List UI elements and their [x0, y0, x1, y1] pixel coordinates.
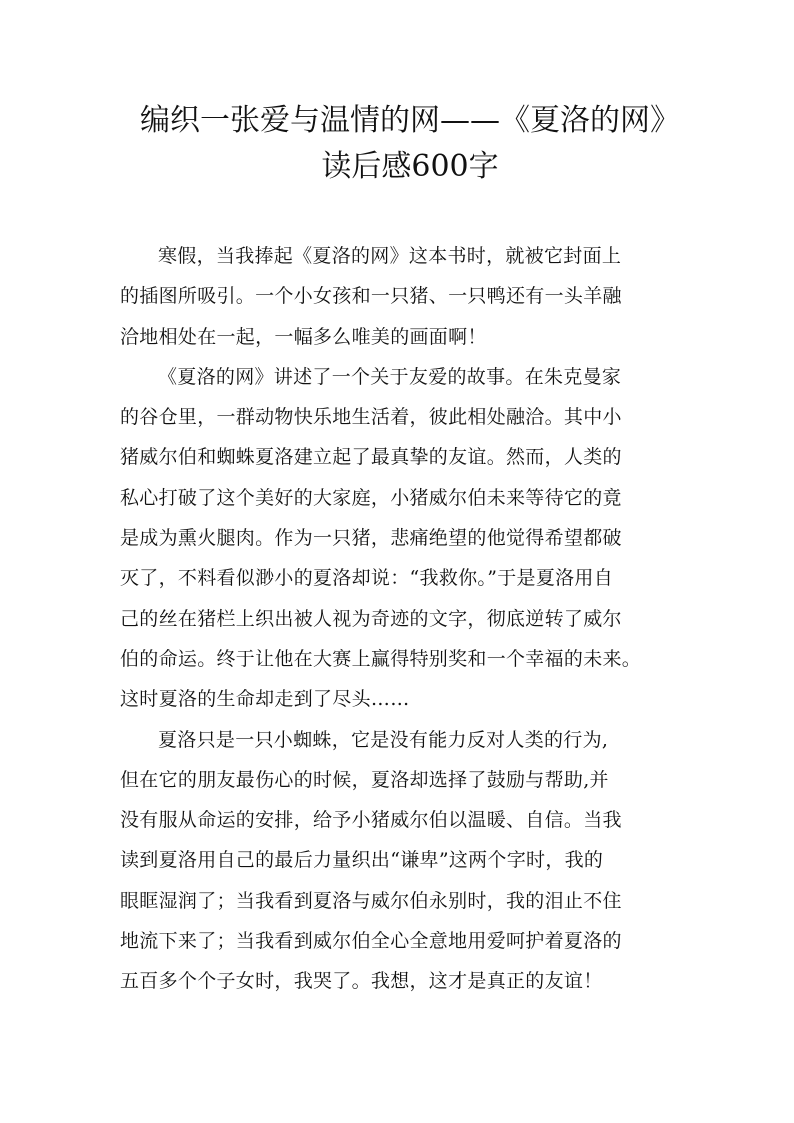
- paragraph-3: [120, 720, 680, 1002]
- paragraph-line: 灭了，不料看似渺小的夏洛却说：“我救你。”于是夏洛用自: [120, 567, 614, 590]
- paragraph-line: 私心打破了这个美好的大家庭，小猪威尔伯未来等待它的竟: [120, 486, 622, 509]
- document-title: [110, 98, 710, 190]
- paragraph-line: 洽地相处在一起，一幅多么唯美的画面啊！: [120, 325, 487, 348]
- paragraph-line: 是成为熏火腿肉。作为一只猪，悲痛绝望的他觉得希望都破: [120, 527, 622, 550]
- document-body: [120, 236, 680, 1002]
- paragraph-line: 《夏洛的网》讲述了一个关于友爱的故事。在朱克曼家: [158, 365, 622, 388]
- paragraph-line: 的谷仓里，一群动物快乐地生活着，彼此相处融洽。其中小: [120, 406, 622, 429]
- paragraph-line: 猪威尔伯和蜘蛛夏洛建立起了最真挚的友谊。然而，人类的: [120, 446, 622, 469]
- paragraph-line: 这时夏洛的生命却走到了尽头……: [120, 688, 410, 711]
- paragraph-line: 地流下来了；当我看到威尔伯全心全意地用爱呵护着夏洛的: [120, 930, 622, 953]
- paragraph-line: 己的丝在猪栏上织出被人视为奇迹的文字，彻底逆转了威尔: [120, 607, 622, 630]
- paragraph-line: 夏洛只是一只小蜘蛛，它是没有能力反对人类的行为,: [158, 728, 609, 751]
- paragraph-2: [120, 357, 680, 720]
- paragraph-line: 眼眶湿润了；当我看到夏洛与威尔伯永别时，我的泪止不住: [120, 889, 622, 912]
- paragraph-line: 五百多个个子女时，我哭了。我想，这才是真正的友谊！: [120, 970, 603, 993]
- paragraph-line: 伯的命运。终于让他在大赛上赢得特别奖和一个幸福的未来。: [120, 647, 642, 670]
- paragraph-line: 但在它的朋友最伤心的时候，夏洛却选择了鼓励与帮助,并: [120, 768, 609, 791]
- paragraph-line: 读到夏洛用自己的最后力量织出“谦卑”这两个字时，我的: [120, 849, 604, 872]
- title-line-1: 编织一张爱与温情的网——《夏洛的网》: [140, 103, 680, 138]
- title-line-2: 读后感600字: [321, 149, 499, 184]
- paragraph-1: [120, 236, 680, 357]
- paragraph-line: 没有服从命运的安排，给予小猪威尔伯以温暖、自信。当我: [120, 809, 622, 832]
- paragraph-line: 寒假，当我捧起《夏洛的网》这本书时，就被它封面上: [158, 245, 622, 267]
- paragraph-line: 的插图所吸引。一个小女孩和一只猪、一只鸭还有一头羊融: [120, 285, 622, 308]
